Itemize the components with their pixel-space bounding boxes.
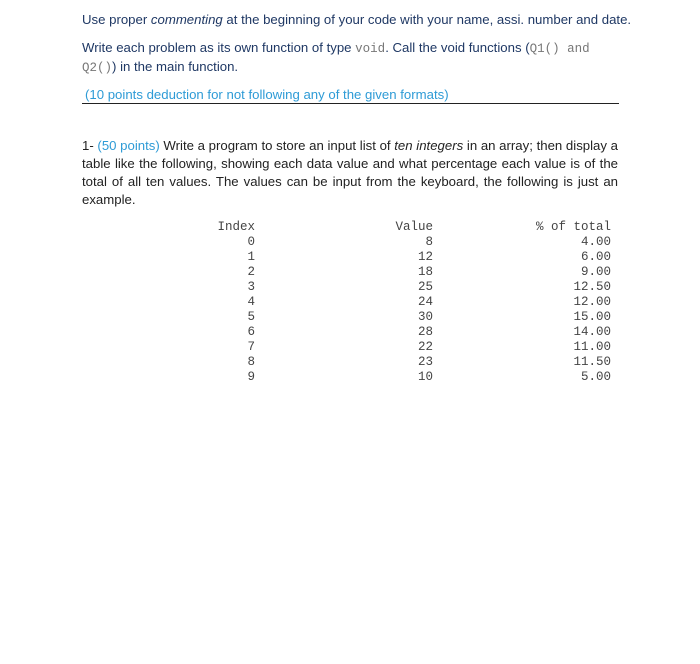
percent-cell: 9.00 xyxy=(580,265,611,279)
index-cell: 2 xyxy=(247,265,255,279)
value-column xyxy=(372,220,433,385)
percent-header: % of total xyxy=(535,220,611,234)
value-cell: 8 xyxy=(425,235,433,249)
deduction-note xyxy=(82,86,619,104)
deduction-text: (10 points deduction for not following any of the given formats) xyxy=(85,87,449,102)
question-points: (50 points) xyxy=(97,138,160,153)
index-cell: 0 xyxy=(247,235,255,249)
question-emphasis: ten integers xyxy=(394,138,464,153)
percent-cell: 15.00 xyxy=(573,310,611,324)
value-cell: 25 xyxy=(417,280,433,294)
question-text: in an array; then display a table like the following, showing each data value and what percentage each value is of the total of all ten values. The values can be input from the keyboard, the following is just an example. xyxy=(82,138,618,207)
value-cell: 24 xyxy=(417,295,433,309)
index-column xyxy=(202,220,255,385)
percent-cell: 4.00 xyxy=(580,235,611,249)
value-cell: 10 xyxy=(417,370,433,384)
percent-cell: 11.00 xyxy=(573,340,611,354)
percent-cell: 5.00 xyxy=(580,370,611,384)
index-cell: 8 xyxy=(247,355,255,369)
question-1 xyxy=(82,137,618,209)
question-number: 1- xyxy=(82,138,98,153)
percent-cell: 11.50 xyxy=(573,355,611,369)
value-header: Value xyxy=(395,220,433,234)
instruction-text: at the beginning of your code with your name, assi. number and date. xyxy=(222,12,632,27)
percent-cell: 14.00 xyxy=(573,325,611,339)
index-cell: 4 xyxy=(247,295,255,309)
value-cell: 22 xyxy=(417,340,433,354)
instruction-text: ) in the main function. xyxy=(112,59,239,74)
percent-cell: 6.00 xyxy=(580,250,611,264)
index-cell: 5 xyxy=(247,310,255,324)
value-cell: 12 xyxy=(417,250,433,264)
index-cell: 1 xyxy=(247,250,255,264)
index-cell: 7 xyxy=(247,340,255,354)
instruction-emphasis: commenting xyxy=(150,12,223,27)
index-cell: 6 xyxy=(247,325,255,339)
value-cell: 18 xyxy=(417,265,433,279)
index-cell: 9 xyxy=(247,370,255,384)
index-cell: 3 xyxy=(247,280,255,294)
percent-cell: 12.50 xyxy=(573,280,611,294)
instruction-text: . Call the void functions ( xyxy=(385,40,530,55)
code-void: void xyxy=(355,42,386,56)
value-cell: 23 xyxy=(417,355,433,369)
value-cell: 28 xyxy=(417,325,433,339)
percent-cell: 12.00 xyxy=(573,295,611,309)
function-instruction xyxy=(82,39,622,77)
instruction-text: Use proper xyxy=(82,12,151,27)
code-function-names: Q1() and Q2() xyxy=(82,42,590,75)
instruction-text: Write each problem as its own function of type xyxy=(82,40,356,55)
value-cell: 30 xyxy=(417,310,433,324)
index-header: Index xyxy=(217,220,255,234)
commenting-instruction xyxy=(82,11,631,29)
question-text: Write a program to store an input list of xyxy=(159,138,395,153)
percent-column xyxy=(510,220,611,385)
